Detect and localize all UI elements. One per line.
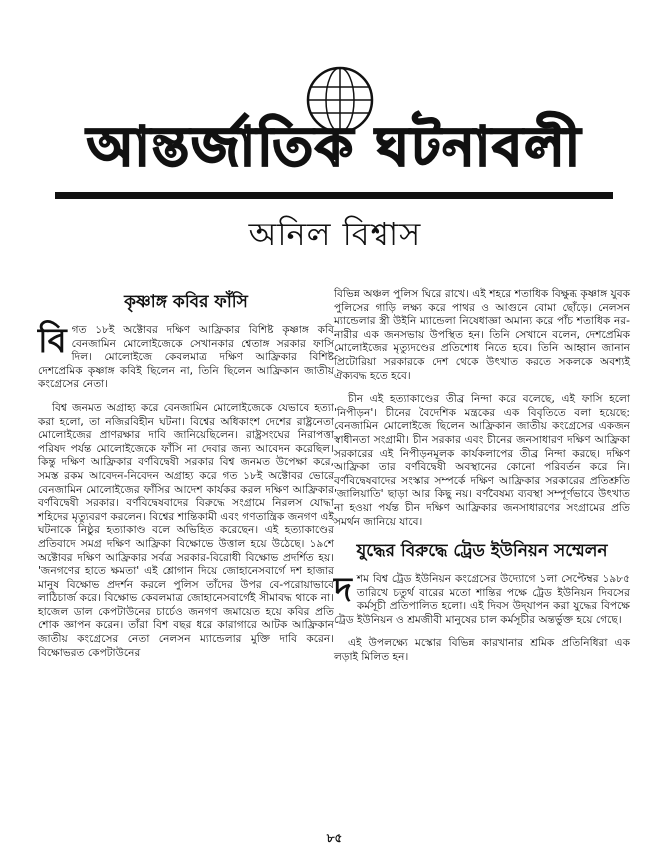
article-paragraph bbox=[334, 570, 630, 627]
paragraph-text: শম বিশ্ব ট্রেড ইউনিয়ন কংগ্রেসের উদ্যোগে ১লা সেপ্টেম্বর ১৯৮৫ তারিখে চতুর্থ বারের মতো শান্তির পক্ষে ট্রেড ইউনিয়ন দিবসের কর্মসূচী প্রতিপালিত হলো। এই দিবস উদ্‌যাপন করা যুদ্ধের বিপক্ষে ট্রেড ইউনিয়ন ও শ্রমজীবী মানুষের চাল কর্মসূচীর অন্তর্ভুক্ত হয়ে গেছে। bbox=[334, 573, 630, 626]
left-column bbox=[38, 290, 334, 670]
right-column bbox=[334, 288, 630, 675]
author-name: অনিল বিশ্বাস bbox=[248, 215, 422, 253]
masthead bbox=[0, 0, 669, 300]
article-paragraph: এই উপলক্ষ্যে মস্কোর বিভিন্ন কারখানার শ্রমিক প্রতিনিধিরা এক লড়াই মিলিত হন। bbox=[334, 637, 630, 664]
title-rule bbox=[55, 192, 613, 199]
article-heading-execution: কৃষ্ণাঙ্গ কবির ফাঁসি bbox=[124, 292, 248, 312]
article-heading-trade-union: যুদ্ধের বিরুদ্ধে ট্রেড ইউনিয়ন সম্মেলন bbox=[356, 541, 608, 562]
article-paragraph: চীন এই হত্যাকাণ্ডের তীব্র নিন্দা করে বলেছে, এই ফাসি হলো 'নিপীড়ন'। চীনের বৈদেশিক মন্ত্রকের এক বিবৃতিতে বলা হয়েছে: বেনজামিন মোলোইজে ছিলেন আফ্রিকান জাতীয় কংগ্রেসের একজন স্বাধীনতা সংগ্রামী। চীন সরকার এবং চীনের জনসাধারণ দক্ষিণ আফ্রিকা সরকারের এই নিপীড়নমূলক কার্যকলাপের তীব্র নিন্দা করছে। দক্ষিণ আফ্রিকা তার বর্ণবিদ্বেষী অবস্থানের কোনো পরিবর্তন করে নি। বর্ণবিদ্বেষবাদের সংস্কার সম্পর্কে দক্ষিণ আফ্রিকার সরকারের প্রতিশ্রুতি 'জালিয়াতি' ছাড়া আর কিছু নয়। বর্ণবৈষম্য ব্যবস্থা সম্পূর্ণভাবে উৎখাত না হওয়া পর্যন্ত চীন দক্ষিণ আফ্রিকার জনসাধারণের সংগ্রামের প্রতি সমর্থন জানিয়ে যাবে। bbox=[334, 393, 630, 528]
drop-cap: দ bbox=[334, 570, 352, 611]
drop-cap: বি bbox=[38, 321, 67, 361]
article-paragraph: বিশ্ব জনমত অগ্রাহ্য করে বেনজামিন মোলোইজেকে যেভাবে হত্যা করা হলো, তা নজিরবিহীন ঘটনা। বিশ্বের অধিকাংশ দেশের রাষ্ট্রনেতা মোলোইজের প্রাণরক্ষার দাবি জানিয়েছিলেন। রাষ্ট্রসংঘের নিরাপত্তা পরিষদ পর্যন্ত মোলোইজেকে ফাঁসি না দেবার জন্য আবেদন করেছিল। কিন্তু দক্ষিণ আফ্রিকার বর্ণবিদ্বেষী সরকার বিশ্ব জনমত উপেক্ষা করে, সমস্ত রকম আবেদন-নিবেদন অগ্রাহ্য করে গত ১৮ই অক্টোবর ভোরে বেনজামিন মোলোইজের ফাঁসির আদেশ কার্যকর করল দক্ষিণ আফ্রিকার বর্ণবিদ্বেষী সরকার। বর্ণবিদ্বেষবাদের বিরুদ্ধে সংগ্রামে নিরলস যোদ্ধা শহিদের মৃত্যুবরণ করলেন। বিশ্বের শান্তিকামী এবং গণতান্ত্রিক জনগণ এই ঘটনাকে নিষ্ঠুর হত্যাকাণ্ড বলে অভিহিত করেছেন। এই হত্যাকাণ্ডের প্রতিবাদে সমগ্র দক্ষিণ আফ্রিকা বিক্ষোভে উত্তাল হয়ে উঠেছে। ১৯শে অক্টোবর দক্ষিণ আফ্রিকার সর্বত্র সরকার-বিরোধী বিক্ষোভ প্রদর্শিত হয়। 'জনগণের হাতে ক্ষমতা' এই শ্লোগান দিয়ে জোহানেসবার্গে দশ হাজার মানুষ বিক্ষোভ প্রদর্শন করলে পুলিস তাঁদের উপর বে-পরোয়াভাবে লাঠিচার্জ করে। বিক্ষোভ কেবলমাত্র জোহানেসবার্গেই সীমাবদ্ধ থাকে না। হাজেল ডাল কেপটাউনের চার্চেও জনগণ জমায়েত হয়ে কবির প্রতি শোক জ্ঞাপন করেন। তাঁরা বিশ বছর ধরে কারাগারে আটক আফ্রিকান জাতীয় কংগ্রেসের নেতা নেলসন ম্যান্ডেলার মুক্তি দাবি করেন। বিক্ষোভরত কেপটাউনের bbox=[38, 401, 334, 659]
paragraph-text: গত ১৮ই অক্টোবর দক্ষিণ আফ্রিকার বিশিষ্ট কৃষ্ণাঙ্গ কবি বেনজামিন মোলোইজেকে সেখানকার শ্বেতাঙ্গ সরকার ফাসি দিল। মোলোইজে কেবলমাত্র দক্ষিণ আফ্রিকার বিশিষ্ট দেশপ্রেমিক কৃষ্ণাঙ্গ কবিই ছিলেন না, তিনি ছিলেন আফ্রিকান জাতীয় কংগ্রেসের নেতা। bbox=[38, 324, 334, 391]
page-title: আন্তর্জাতিক ঘটনাবলী bbox=[86, 115, 583, 178]
article-paragraph bbox=[38, 321, 334, 392]
article-paragraph: বিভিন্ন অঞ্চল পুলিস ঘিরে রাখে। এই শহরে শতাধিক বিক্ষুব্ধ কৃষ্ণাঙ্গ যুবক পুলিসের গাড়ি লক্ষ্য করে পাথর ও আগুনে বোমা ছোঁড়ে। নেলসন ম্যান্ডেলার স্ত্রী উইনি ম্যান্ডেলা নিষেধাজ্ঞা অমান্য করে পাঁচ শতাধিক নর-নারীর এক জনসভায় উপস্থিত হন। তিনি সেখানে বলেন, দেশপ্রেমিক মোলোইজের মৃত্যুদণ্ডের প্রতিশোধ নিতে হবে। তিনি আহ্বান জানান প্রিটোরিয়া সরকারকে দেশ থেকে উৎখাত করতে সকলকে অবশ্যই ঐক্যবদ্ধ হতে হবে। bbox=[334, 288, 630, 382]
page-number: ৮৫ bbox=[326, 831, 343, 845]
